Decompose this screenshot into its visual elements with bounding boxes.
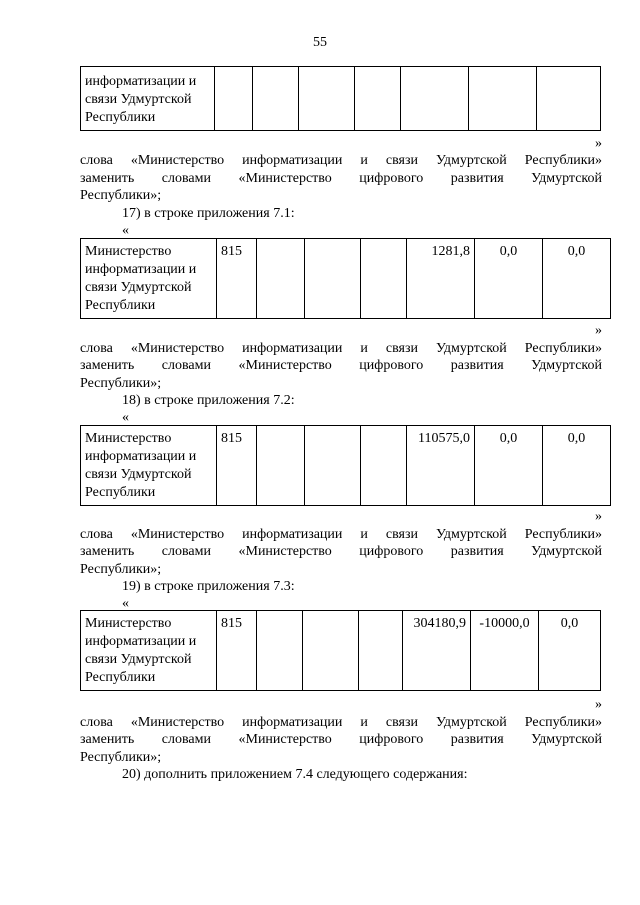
value-cell: 0,0 <box>475 426 543 506</box>
value-cell: -10000,0 <box>471 611 539 691</box>
replace-text-line: заменить словами «Министерство цифрового развития Удмуртской <box>80 732 602 747</box>
code-cell: 815 <box>217 611 257 691</box>
table-cell <box>359 611 403 691</box>
table-cell <box>305 426 361 506</box>
value-cell: 304180,9 <box>403 611 471 691</box>
item-heading: 19) в строке приложения 7.3: <box>122 579 295 594</box>
replace-text-line: заменить словами «Министерство цифрового развития Удмуртской <box>80 358 602 373</box>
open-quote: « <box>122 410 129 425</box>
value-cell: 0,0 <box>543 239 611 319</box>
replace-text-line: слова «Министерство информатизации и связи Удмуртской Республики» <box>80 341 602 356</box>
table-cell <box>355 67 401 131</box>
table-row <box>81 239 611 319</box>
table-cell <box>215 67 253 131</box>
value-cell: 0,0 <box>475 239 543 319</box>
replace-text-line: Республики»; <box>80 562 162 577</box>
org-name-cell: Министерство информатизации и связи Удмуртской Республики <box>81 239 217 319</box>
open-quote: « <box>122 596 129 611</box>
table-cell <box>299 67 355 131</box>
table-cell <box>537 67 601 131</box>
item-heading: 17) в строке приложения 7.1: <box>122 206 295 221</box>
table-row <box>81 611 601 691</box>
value-cell: 110575,0 <box>407 426 475 506</box>
fragment-table <box>80 66 601 131</box>
org-name-cell: Министерство информатизации и связи Удмуртской Республики <box>81 426 217 506</box>
replace-text-line: заменить словами «Министерство цифрового развития Удмуртской <box>80 171 602 186</box>
replace-text-line: Республики»; <box>80 750 162 765</box>
table-cell <box>257 239 305 319</box>
table-cell <box>469 67 537 131</box>
item-table-7-3 <box>80 610 601 691</box>
value-cell: 1281,8 <box>407 239 475 319</box>
close-quote: » <box>595 697 602 712</box>
table-cell <box>257 611 303 691</box>
item-table-7-1 <box>80 238 611 319</box>
replace-text-line: слова «Министерство информатизации и связи Удмуртской Республики» <box>80 527 602 542</box>
code-cell: 815 <box>217 426 257 506</box>
value-cell: 0,0 <box>539 611 601 691</box>
table-cell <box>361 426 407 506</box>
item-heading: 18) в строке приложения 7.2: <box>122 393 295 408</box>
close-quote: » <box>595 323 602 338</box>
table-cell <box>253 67 299 131</box>
table-cell <box>257 426 305 506</box>
item-heading: 20) дополнить приложением 7.4 следующего содержания: <box>122 767 468 782</box>
code-cell: 815 <box>217 239 257 319</box>
close-quote: » <box>595 136 602 151</box>
table-cell <box>401 67 469 131</box>
table-row <box>81 426 611 506</box>
table-cell <box>305 239 361 319</box>
item-table-7-2 <box>80 425 611 506</box>
org-name-cell: информатизации и связи Удмуртской Республики <box>81 67 215 131</box>
replace-text-line: заменить словами «Министерство цифрового развития Удмуртской <box>80 544 602 559</box>
close-quote: » <box>595 509 602 524</box>
open-quote: « <box>122 223 129 238</box>
table-row <box>81 67 601 131</box>
replace-text-line: Республики»; <box>80 188 162 203</box>
replace-text-line: Республики»; <box>80 376 162 391</box>
value-cell: 0,0 <box>543 426 611 506</box>
page-number: 55 <box>313 35 327 50</box>
table-cell <box>303 611 359 691</box>
replace-text-line: слова «Министерство информатизации и связи Удмуртской Республики» <box>80 153 602 168</box>
table-cell <box>361 239 407 319</box>
replace-text-line: слова «Министерство информатизации и связи Удмуртской Республики» <box>80 715 602 730</box>
org-name-cell: Министерство информатизации и связи Удмуртской Республики <box>81 611 217 691</box>
